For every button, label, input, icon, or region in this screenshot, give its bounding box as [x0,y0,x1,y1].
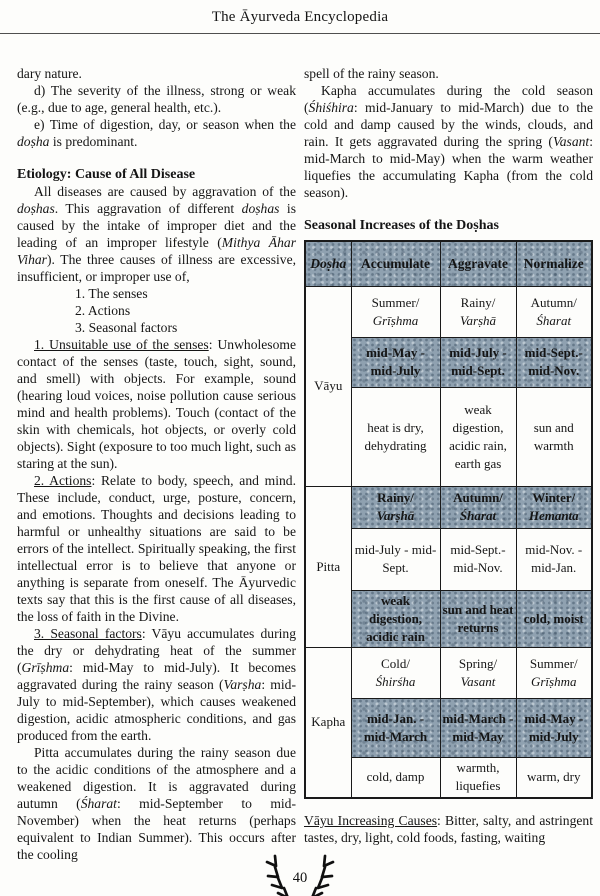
table-cell: mid-March - mid-May [440,698,516,757]
body-text: Pitta accumulates during the rainy season due to the acidic conditions of the atmosphere and a weakened digestion. It is aggravated during autumn ( [17,745,296,811]
table-cell: sun and heat returns [440,590,516,647]
season-sanskrit-name: Varṣhā [376,508,415,523]
italic-text: Vasant [552,134,590,149]
page-number-ornament [254,846,346,896]
body-text: ). The three causes of illness are excessive, insufficient, or improper use of, [17,252,296,284]
body-text: : mid-May to mid-July). It becomes aggravated during the rainy season ( [17,660,296,692]
table-cell [516,486,592,528]
table-header-cell: Aggravate [440,241,516,286]
table-row [305,486,592,528]
numbered-list [17,285,296,336]
table-cell: mid-Sept.- mid-Nov. [516,337,592,387]
underlined-text: 2. Actions [34,473,92,488]
laurel-wreath-icon [254,846,346,896]
table-header-row [305,241,592,286]
table-cell: warmth, liquefies [440,757,516,798]
underlined-text: Vāyu Increasing Causes [304,813,438,828]
paragraph [304,65,593,82]
table-cell [351,486,440,528]
season-sanskrit-name: Grīṣhma [372,312,419,328]
table-header-cell: Normalize [516,241,592,286]
paragraph [17,472,296,625]
paragraph [17,82,296,116]
season-sanskrit-name: Hemanta [528,508,579,523]
body-text: : Bitter, salty, and astringent tastes, dry, light, cold foods, fasting, waiting [304,813,593,845]
season-name: Rainy/ [460,294,496,310]
body-text: : mid-January to mid-March) due to the cold and damp caused by the winds, clouds, and rain. It gets aggravated during the spring ( [304,100,593,149]
section-heading: Seasonal Increases of the Doṣhas [304,218,499,233]
italic-text: doṣha [17,134,50,149]
paragraph [304,82,593,201]
underlined-text: 1. Unsuitable use of the senses [34,337,209,352]
body-text: . This aggravation of different [54,201,242,216]
table-cell: mid-May - mid-July [351,337,440,387]
body-text: spell of the rainy season. [304,66,439,81]
table-cell: warm, dry [516,757,592,798]
seasonal-doshas-table [304,240,593,799]
table-cell [351,647,440,698]
table-header-cell: Doṣha [305,241,351,286]
table-cell: weak digestion, acidic rain [351,590,440,647]
season-name: Winter/ [532,490,576,505]
table-cell [440,286,516,337]
paragraph [17,336,296,472]
body-text: e) Time of digestion, day, or season when the [34,117,296,132]
table-cell [516,647,592,698]
italic-text: doṣhas [241,201,280,216]
paragraph-gap [304,201,593,217]
underlined-text: 3. Seasonal factors [34,626,142,641]
body-text: : Unwholesome contact of the senses (taste, touch, sight, sound, and smell) with objects. For example, sound (hearing loud voices, noise pollution cause serious mind and health problems). Touch (contact of the skin with chemicals, hot objects, or overly cold objects). Sight (exposure to too much light, such as staring at the sun). [17,337,296,471]
italic-text: Śhiśhira [308,100,354,115]
dosha-label-cell: Vāyu [305,286,351,486]
season-name: Autumn/ [530,294,577,310]
italic-text: Varṣha [223,677,262,692]
season-sanskrit-name: Śharat [459,508,497,523]
table-cell: mid-July - mid-Sept. [351,528,440,590]
paragraph [304,812,593,846]
right-column [304,65,593,846]
paragraph [17,625,296,744]
table-cell: mid-Sept.- mid-Nov. [440,528,516,590]
table-cell: mid-Jan. - mid-March [351,698,440,757]
season-sanskrit-name: Grīṣhma [530,673,577,689]
paragraph [17,116,296,150]
paragraph [17,65,296,82]
table-cell [440,647,516,698]
table-header-cell: Accumulate [351,241,440,286]
table-cell [351,286,440,337]
body-text: : Vāyu accumulates during the dry or dehydrating heat of the summer ( [17,626,296,675]
season-sanskrit-name: Varṣhā [459,312,497,328]
header-rule [0,33,600,34]
italic-text: Grīṣhma [21,660,70,675]
list-item: 2. Actions [75,303,131,318]
page-number: 40 [292,870,308,886]
season-name: Summer/ [371,294,420,310]
paragraph [17,183,296,285]
table-cell: mid-July - mid-Sept. [440,337,516,387]
table-cell: mid-May - mid-July [516,698,592,757]
table-cell: cold, moist [516,590,592,647]
right-column-text-after-table [304,812,593,846]
body-text: All diseases are caused by aggravation of the [34,184,296,199]
body-text: : mid-March to mid-May) when the warm weather liquefies the accumulating Kapha (from the cold season). [304,134,593,200]
season-name: Summer/ [529,655,578,671]
table-cell: mid-Nov. - mid-Jan. [516,528,592,590]
table-cell: weak digestion, acidic rain, earth gas [440,387,516,486]
body-text: : mid-September to mid-November) when the heat returns (perhaps equivalent to Indian Summer). This occurs after the cooling [17,796,296,862]
dosha-label-cell: Pitta [305,486,351,647]
section-heading: Etiology: Cause of All Disease [17,167,196,182]
body-text: : Relate to body, speech, and mind. These include, conduct, urge, posture, concern, and emotions. Thoughts and decisions leading to harmful or unhealthy situations are said to be errors of the intellect. Spiritually speaking, the first intellectual error is to believe that anyone or anything is separate from oneself. The Āyurvedic texts say that this is the first cause of all diseases, the loss of faith in the Divine. [17,473,296,624]
dosha-label-cell: Kapha [305,647,351,798]
table-cell: heat is dry, dehydrating [351,387,440,486]
italic-text: Śharat [80,796,117,811]
table-cell: cold, damp [351,757,440,798]
season-name: Spring/ [458,655,498,671]
body-text: Kapha accumulates during the cold season ( [304,83,593,115]
season-sanskrit-name: Śharat [536,312,572,328]
italic-text: Mithya Āhar Vihar [17,235,296,267]
body-text: is predominant. [49,134,138,149]
table-row [305,647,592,698]
table-row [305,286,592,337]
season-sanskrit-name: Śhirśha [375,673,416,689]
season-name: Rainy/ [377,490,414,505]
table-cell [516,286,592,337]
list-item: 1. The senses [75,286,148,301]
table-cell: sun and warmth [516,387,592,486]
page-header-title: The Āyurveda Encyclopedia [211,9,389,25]
body-text: is caused by the intake of improper diet and the leading of an improper lifestyle ( [17,201,296,250]
season-name: Cold/ [381,655,410,671]
season-sanskrit-name: Vasant [460,673,496,689]
table-cell [440,486,516,528]
italic-text: doṣhas [17,201,55,216]
list-item: 3. Seasonal factors [75,320,178,335]
left-column [17,65,296,863]
body-text: d) The severity of the illness, strong or weak (e.g., due to age, general health, etc.). [17,83,296,115]
right-column-text [304,65,593,234]
body-text: dary nature. [17,66,82,81]
body-text: : mid-July to mid-September), which causes weakened digestion, acidic atmospheric conditions, and gas produced from the earth. [17,677,296,743]
paragraph-gap [17,150,296,166]
season-name: Autumn/ [453,490,503,505]
